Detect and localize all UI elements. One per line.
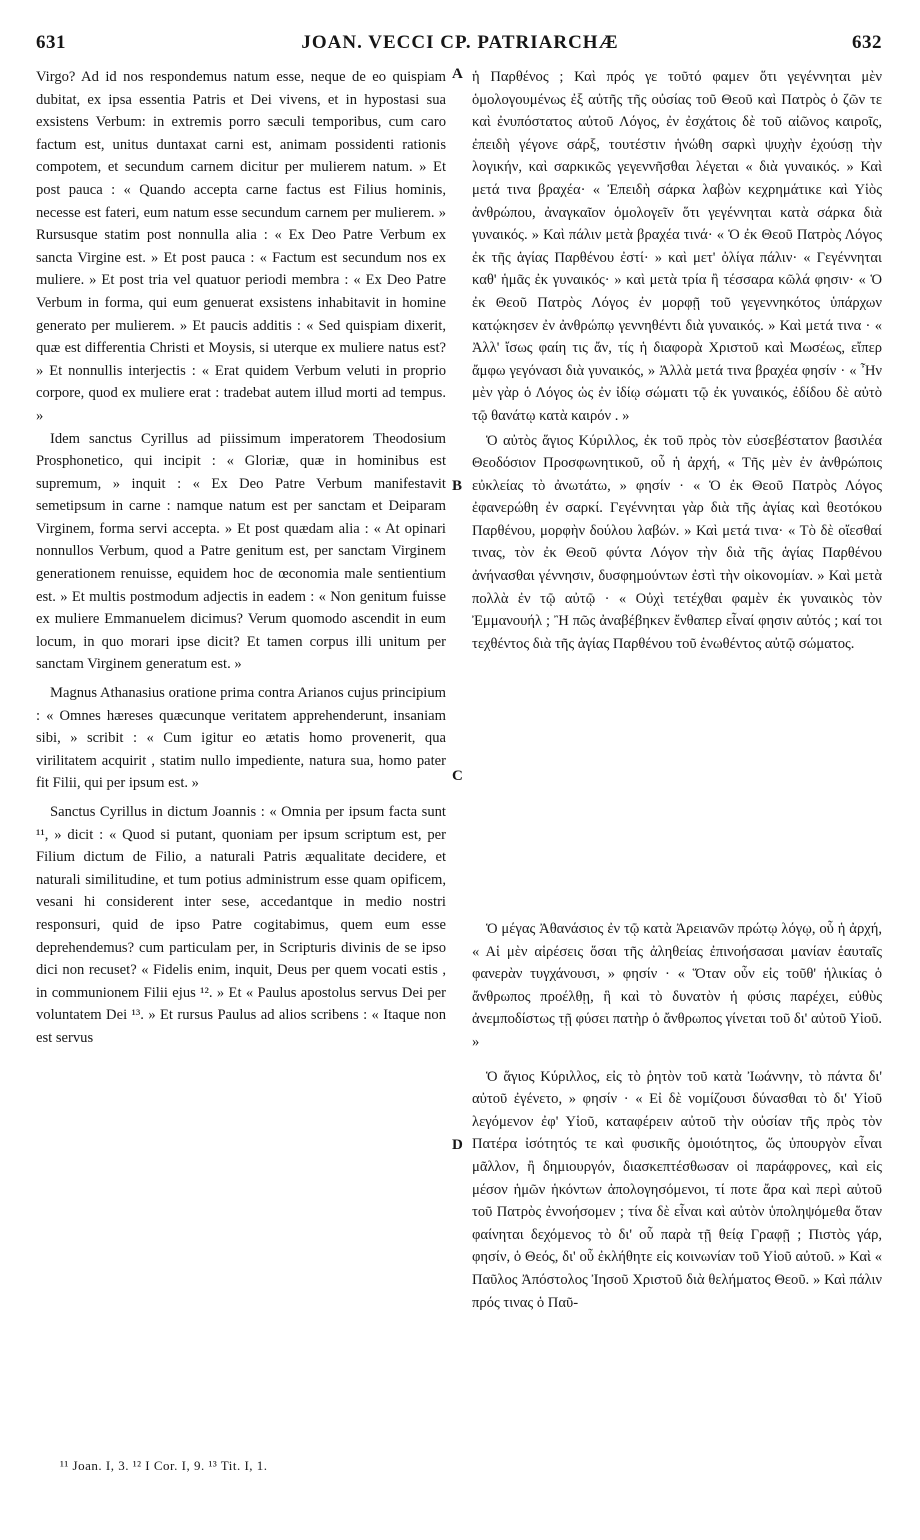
greek-column-lower <box>472 918 882 1314</box>
page-number-right: 632 <box>852 32 882 53</box>
latin-paragraph: Virgo? Ad id nos respondemus natum esse, neque de eo quispiam dubitat, ex ipsa essentia Patris et Dei vivens, et in hypostasi sua exsistens Verbum: in extremis porro sæculi temporibus, cum caro factum est, unitus duntaxat carni est, animam possidenti rationis compotem, et secundum carnem dicitur per mulierem natum. » Et post pauca : « Quando accepta carne factus est Filius hominis, necesse est fateri, eum natum esse secundum carnem per mulierem. » Rursusque statim post nonnulla alia : « Ex Deo Patre Verbum ex sancta Virgine est. » Et post pauca : « Factum est secundum nos ex muliere. » Et post tria vel quatuor periodi membra : « Ex Deo Patre Verbum in forma, qui eum genuerat exsistens inhabitavit in homine generato per mulierem. » Et paucis additis : « Sed quispiam dixerit, quæ est differentia Christi et Moysis, si uterque ex muliere natus est? » Et nonnullis interjectis : « Erat quidem Verbum veluti in proprio corpore, quod ex muliere erat : tradebat autem illud morti ad tempus. » <box>36 69 446 424</box>
section-letter-a: A <box>452 66 463 82</box>
greek-column <box>472 66 882 655</box>
section-letter-c: C <box>452 768 463 784</box>
greek-paragraph: Ὁ αὐτὸς ἅγιος Κύριλλος, ἐκ τοῦ πρὸς τὸν εὐσεβέστατον βασιλέα Θεοδόσιον Προσφωνητικοῦ, οὗ ἡ ἀρχή, « Τῆς μὲν ἐν ἀνθρώποις εὐκλείας τὸ ἀνωτάτω, » φησίν · « Ὁ ἐκ Θεοῦ Πατρὸς Λόγος ἐφανερώθη ἐν σαρκί. Γεγέννηται γὰρ διὰ τῆς ἁγίας καὶ θεοτόκου Παρθένου, μορφὴν δούλου λαβών. » Καὶ μετά τινα· « Τὸ δὲ οἴεσθαί τινας, τὸν ἐκ Θεοῦ φύντα Λόγον τὴν διὰ τῆς ἁγίας Παρθένου ἀνήνασθαι γέννησιν, δυσφημούντων ἐστὶ τὴν οἰκονομίαν. » Καὶ μετὰ πολλὰ ἐν τῷ αὐτῷ · « Οὐχὶ τετέχθαι φαμὲν ἐκ γυναικὸς τὸν Ἐμμανουήλ ; Ἢ πῶς ἀναβέβηκεν ἔνθαπερ εἶναί φησιν αὐτός ; καί τοι τεχθέντος διὰ τῆς ἁγίας Παρθένου τοῦ ἑνωθέντος αὐτῷ σώματος. <box>472 432 882 652</box>
section-letter-d: D <box>452 1137 463 1153</box>
footnotes: ¹¹ Joan. I, 3. ¹² I Cor. I, 9. ¹³ Tit. I, 1. <box>60 1458 268 1473</box>
latin-paragraph: Magnus Athanasius oratione prima contra Arianos cujus principium : « Omnes hæreses quæcunque veritatem apprehenderunt, insaniam sibi, » scribit : « Cum igitur eo ætatis homo provenerit, qua virilitatem acquirit , statim nullo impediente, natura sua, homo pater fit Filii, qui per ipsum est. » <box>36 685 446 792</box>
latin-paragraph: Idem sanctus Cyrillus ad piissimum imperatorem Theodosium Prosphonetico, qui incipit : « Gloriæ, quæ in hominibus est supremum, » inquit : « Ex Deo Patre Verbum manifestavit semetipsum in carne : namque natum est per sanctam et Deiparam Virginem, forma servi accepta. » Et post quædam alia : « At opinari nonnullos Verbum, quod a Patre genitum est, per sanctam Virginem generationem renuisse, equidem hoc de œconomia male sentientium est. » Et multis postmodum adjectis in eadem : « Non genitum fuisse ex muliere Emmanuelem dicimus? Verum quomodo ascendit in eum locum, in quo morari ipse dicit? Et tamen corpus illi unitum per sanctam Virginem generatum est. » <box>36 430 446 673</box>
latin-column <box>36 66 446 1050</box>
greek-paragraph: Ὁ ἅγιος Κύριλλος, εἰς τὸ ῥητὸν τοῦ κατὰ Ἰωάννην, τὸ πάντα δι' αὐτοῦ ἐγένετο, » φησίν · « Εἰ δὲ νομίζουσι δύνασθαι τὸ δι' Υἱοῦ λεγόμενον ἐφ' Υἱοῦ, καταφέρειν αὐτοῦ τὴν οὐσίαν τῆς πρὸς τὸν Πατέρα ἰσότητός τε καὶ φυσικῆς ὁμοιότητος, ὥς ὑπουργὸν εἶναι μᾶλλον, ἢ δημιουργόν, διασκεπτέσθωσαν οἱ παράφρονες, καὶ εἰς μέσον ἡμῶν ἡκόντων ἀπολογησόμενοι, τί ποτε ἄρα καὶ περὶ αὐτοῦ τοῦ Πατρὸς ἐννοήσομεν ; τίνα δὲ εἶναι καὶ αὐτὸν ὑποληψόμεθα ὅταν φαίνηται δεχόμενος τὸ δι' οὗ παρὰ τῇ θείᾳ Γραφῇ ; Πιστὸς γάρ, φησίν, ὁ Θεός, δι' οὗ ἐκλήθητε εἰς κοινωνίαν τοῦ Υἱοῦ αὐτοῦ. » Καὶ « Παῦλος Ἀπόστολος Ἰησοῦ Χριστοῦ διὰ θελήματος Θεοῦ. » Καὶ πάλιν πρός τινας ὁ Παῦ- <box>472 1068 882 1311</box>
latin-paragraph: Sanctus Cyrillus in dictum Joannis : « Omnia per ipsum facta sunt ¹¹, » dicit : « Quod si putant, quoniam per ipsum scriptum est, per Filium dictum de Filio, a naturali Patris æqualitate decidere, et naturali similitudine, et tum potius administrum esse quam opificem, vesani hi considerent inter sese, accedantque in medio nostri responsuri, quid de ipso Patre cogitabimus, quem eum esse deprehendemus? cum particulam per, in Scripturis divinis de se ipso dici non recuset? « Fidelis enim, inquit, Deus per quem vocati estis , in communionem Filii ejus ¹². » Et « Paulus apostolus servus Dei per voluntatem Dei ¹³. » Et rursus Paulus ad alios scribens : « Itaque non est servus <box>36 804 446 1046</box>
running-head: JOAN. VECCI CP. PATRIARCHÆ <box>301 32 619 53</box>
page-number-left: 631 <box>36 32 66 53</box>
section-letter-b: B <box>452 478 463 494</box>
greek-paragraph: Ὁ μέγας Ἀθανάσιος ἐν τῷ κατὰ Ἀρειανῶν πρώτῳ λόγῳ, οὗ ἡ ἀρχή, « Αἱ μὲν αἱρέσεις ὅσαι τῆς ἀληθείας ἐπινοήσασαι μανίαν ἑαυταῖς φανερὰν τυγχάνουσι, » φησίν · « Ὅταν οὖν εἰς τοῦθ' ἡλικίας ὁ ἄνθρωπος προέλθῃ, ἣ καὶ τὸ δυνατὸν ἡ φύσις παρέχει, εὐθὺς ἀνεμποδίστως τῇ φύσει πατὴρ ὁ ἄνθρωπος γίνεται τοῦ δι' αὐτοῦ Υἱοῦ. » <box>472 921 882 1050</box>
greek-paragraph: ἡ Παρθένος ; Καὶ πρός γε τοῦτό φαμεν ὅτι γεγέννηται μὲν ὁμολογουμένως ἐξ αὐτῆς τῆς οὐσίας τοῦ Θεοῦ καὶ Πατρὸς ὁ ζῶν τε καὶ ἐνυπόστατος αὐτοῦ Λόγος, ἐν ἐσχάτοις δὲ τοῦ αἰῶνος καιροῖς, ἐπειδὴ γέγονε σάρξ, τουτέστιν ἡνώθη σαρκὶ ψυχὴν ἐχούσῃ τὴν λογικήν, καὶ σαρκικῶς γεγεννῆσθαι λέγεται « διὰ γυναικός. » Καὶ μετά τινα βραχέα· « Ἐπειδὴ σάρκα λαβὼν κεχρημάτικε καὶ Υἱὸς ἀνθρώπου, ἀναγκαῖον ὁμολογεῖν ὅτι γεγέννηται κατὰ σάρκα διὰ γυναικός. » Καὶ πάλιν μετὰ βραχέα τινά· « Ὁ ἐκ Θεοῦ Πατρὸς Λόγος ἐκ τῆς ἁγίας Παρθένου ἐστί· » καὶ μετ' ὀλίγα πάλιν· « Γεγέννηται καθ' ἡμᾶς ἐκ γυναικός· » καὶ μετὰ τρία ἢ τέσσαρα κῶλά φησιν· « Ὁ ἐκ Θεοῦ Πατρὸς Λόγος ἐν μορφῇ τοῦ γεγεννηκότος ὑπάρχων κατῴκησεν ἐν ἀνθρώπῳ γεννηθέντι διὰ γυναικός. » Καὶ μετά τινα · « Ἀλλ' ἴσως φαίη τις ἄν, τίς ἡ διαφορὰ Χριστοῦ καὶ Μωσέως, εἴπερ ἄμφω γεγόνασι διὰ γυναικός, » Ἀλλὰ μετά τινα βραχέα φησίν · « Ἦν μὲν γὰρ ὁ Λόγος ὡς ἐν ἰδίῳ σώματι τῷ ἐκ γυναικός, ἐδίδου δὲ αὐτὸ τῷ θανάτῳ κατὰ καιρόν . » <box>472 69 882 424</box>
